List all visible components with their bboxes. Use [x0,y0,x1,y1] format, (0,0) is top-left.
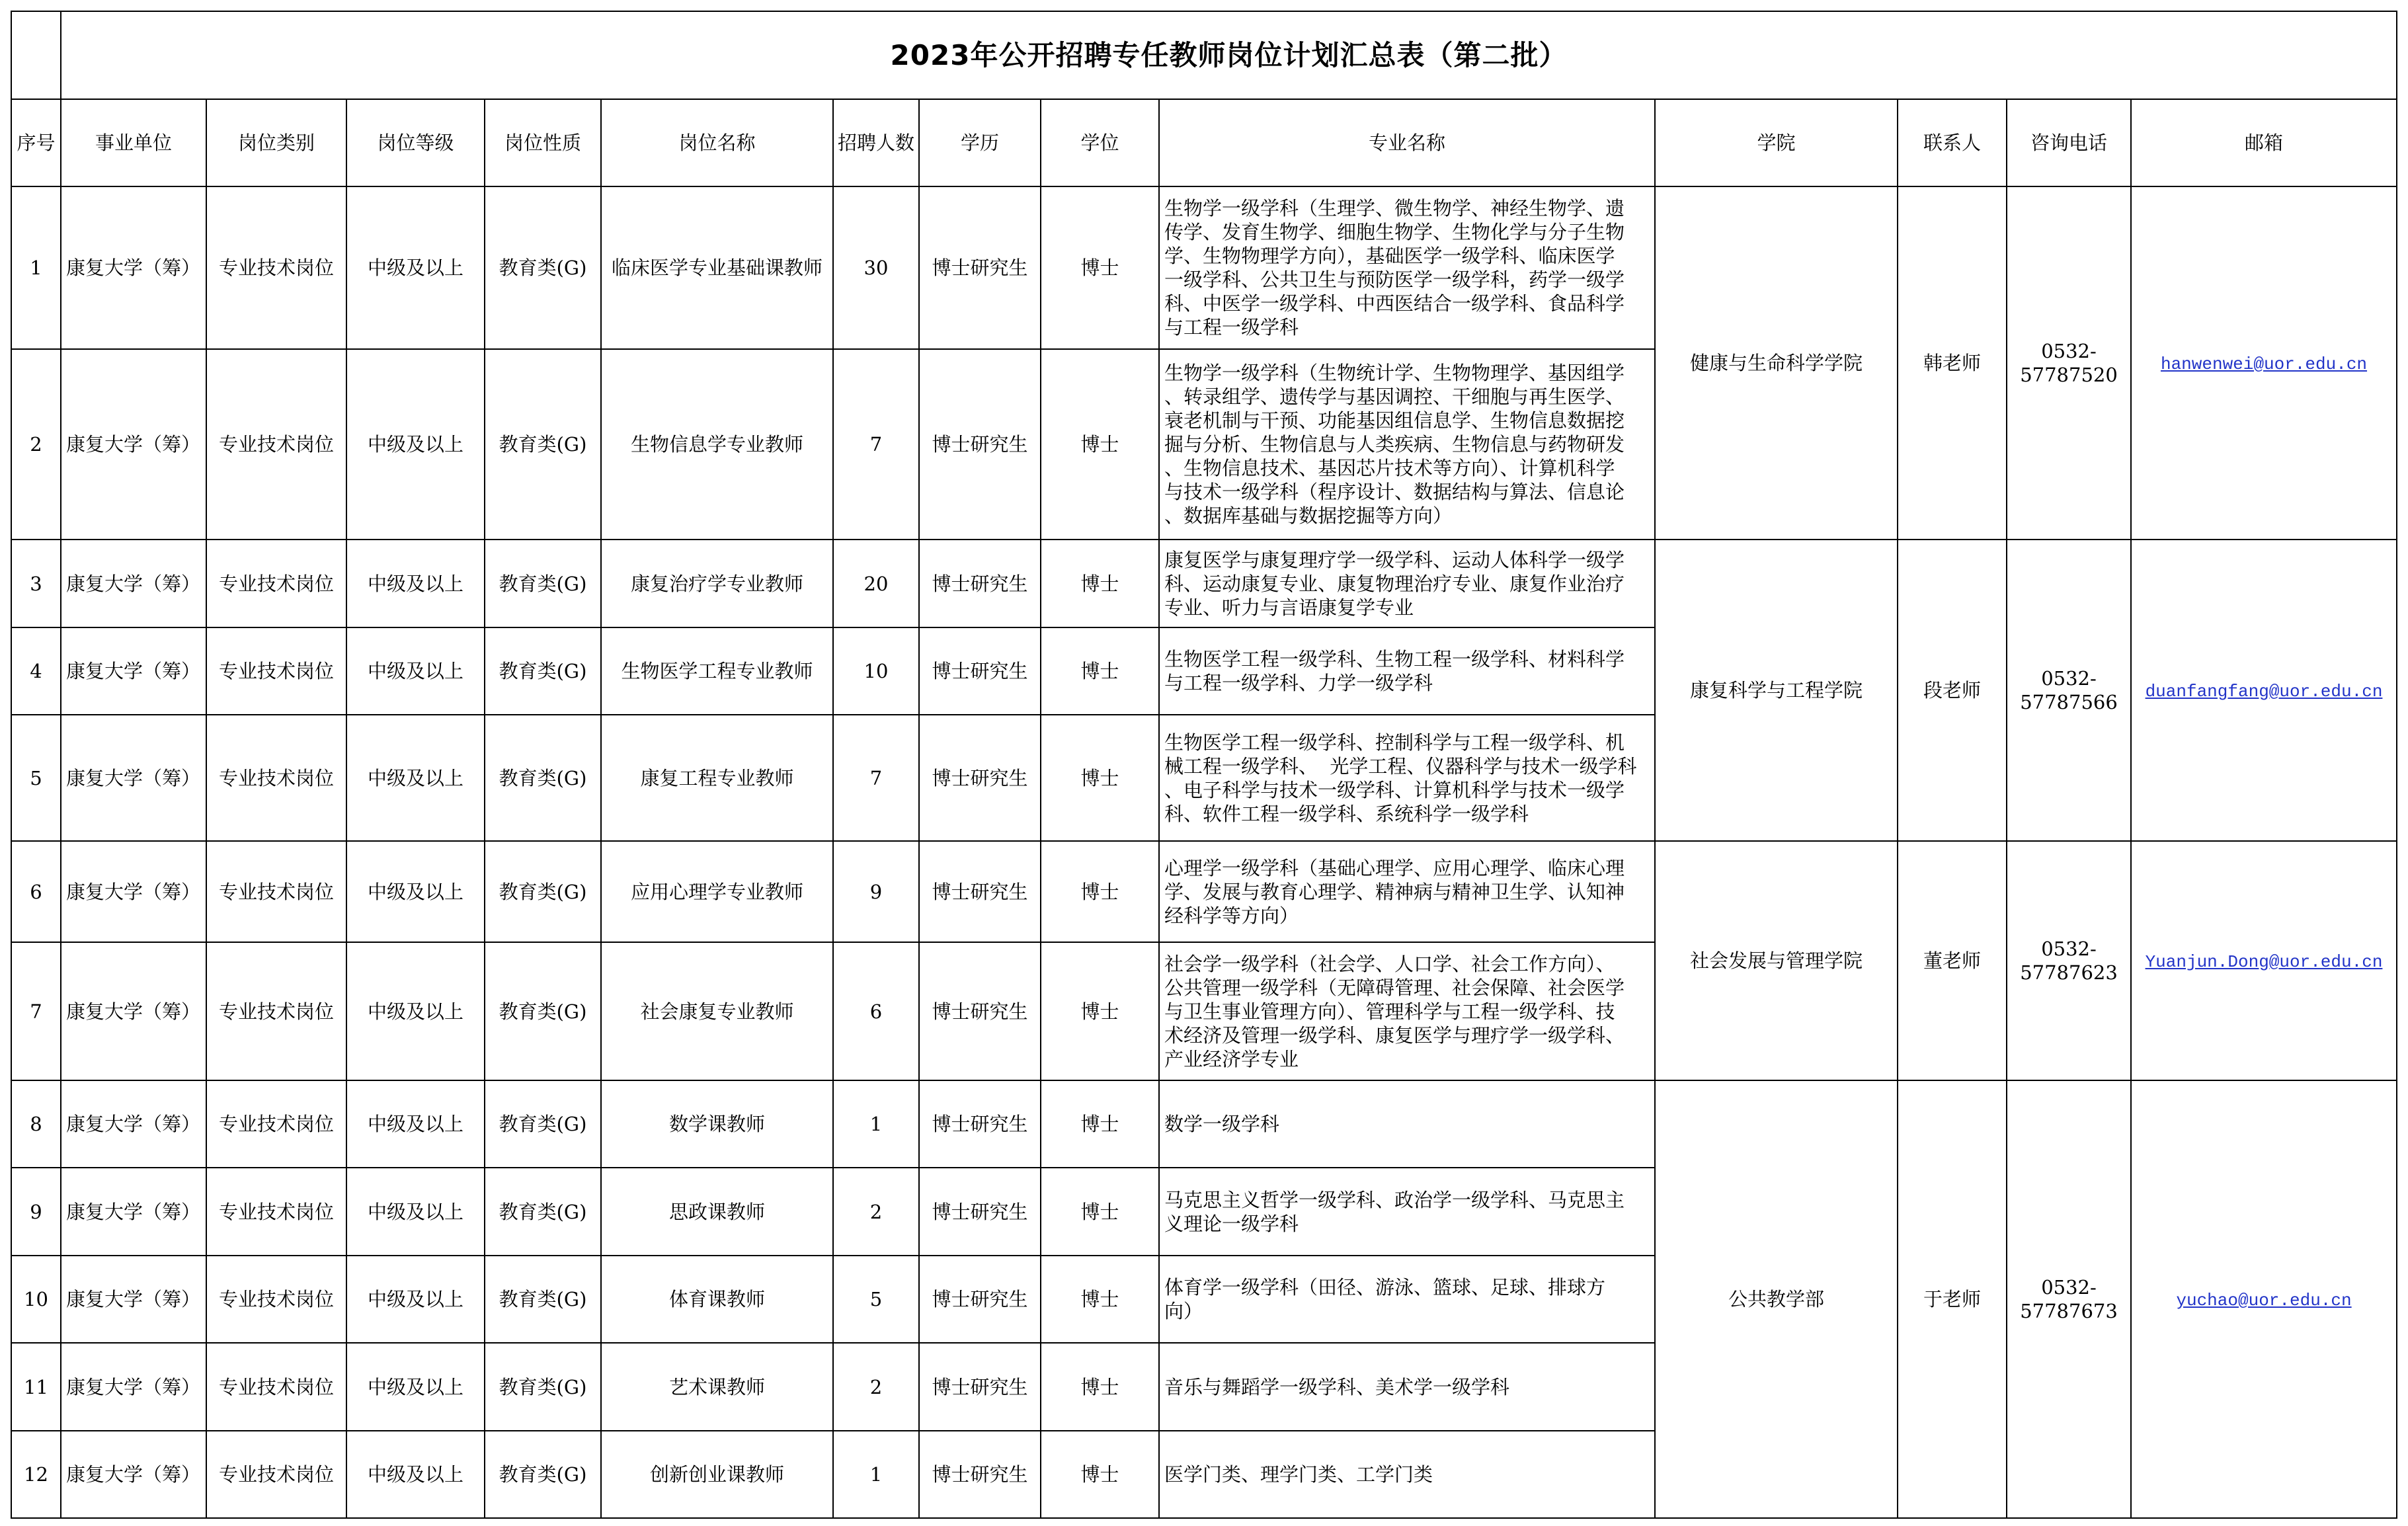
nature-cell: 教育类(G) [485,1168,601,1256]
level-cell: 中级及以上 [346,1343,485,1431]
major-line: 科、中医学一级学科、中西医结合一级学科、食品科学 [1164,292,1625,315]
major-cell [1159,715,1655,841]
major-line: 械工程一级学科、 光学工程、仪器科学与技术一级学科 [1164,754,1637,778]
table-body [11,186,2397,1518]
email-link[interactable]: hanwenwei@uor.edu.cn [2160,354,2368,374]
headcount-cell: 7 [833,715,919,841]
seq-cell: 2 [11,349,61,540]
major-line: 学、生物物理学方向），基础医学一级学科、临床医学 [1164,245,1615,267]
level-cell: 中级及以上 [346,942,485,1080]
education-cell: 博士研究生 [919,1431,1041,1518]
level-cell: 中级及以上 [346,627,485,715]
major-cell [1159,1080,1655,1168]
major-cell [1159,1168,1655,1256]
college-cell: 社会发展与管理学院 [1655,841,1898,1080]
degree-cell: 博士 [1041,186,1159,349]
unit-cell: 康复大学（筹） [61,1168,206,1256]
headcount-cell: 9 [833,841,919,942]
seq-cell: 9 [11,1168,61,1256]
college-cell: 公共教学部 [1655,1080,1898,1518]
major-line: 康复医学与康复理疗学一级学科、运动人体科学一级学 [1164,548,1625,571]
seq-cell: 6 [11,841,61,942]
unit-cell: 康复大学（筹） [61,540,206,627]
column-header-major: 专业名称 [1159,99,1655,186]
headcount-cell: 7 [833,349,919,540]
category-cell: 专业技术岗位 [206,942,346,1080]
level-cell: 中级及以上 [346,1168,485,1256]
major-line: 、数据库基础与数据挖掘等方向） [1164,504,1453,527]
category-cell: 专业技术岗位 [206,1431,346,1518]
major-line: 与工程一级学科、力学一级学科 [1164,672,1433,694]
major-line: 生物医学工程一级学科、控制科学与工程一级学科、机 [1164,731,1625,754]
unit-cell: 康复大学（筹） [61,841,206,942]
unit-cell: 康复大学（筹） [61,715,206,841]
email-cell [2131,1080,2397,1518]
degree-cell: 博士 [1041,1431,1159,1518]
major-line: 专业、听力与言语康复学专业 [1164,596,1414,619]
position-name-cell: 体育课教师 [601,1256,833,1343]
unit-cell: 康复大学（筹） [61,627,206,715]
column-header-position: 岗位名称 [601,99,833,186]
seq-cell: 10 [11,1256,61,1343]
education-cell: 博士研究生 [919,1080,1041,1168]
position-name-cell: 数学课教师 [601,1080,833,1168]
major-line: 马克思主义哲学一级学科、政治学一级学科、马克思主 [1164,1188,1625,1211]
college-cell: 康复科学与工程学院 [1655,540,1898,841]
nature-cell: 教育类(G) [485,349,601,540]
nature-cell: 教育类(G) [485,186,601,349]
unit-cell: 康复大学（筹） [61,186,206,349]
major-line: 体育学一级学科（田径、游泳、篮球、足球、排球方 [1164,1276,1606,1299]
nature-cell: 教育类(G) [485,1080,601,1168]
education-cell: 博士研究生 [919,1343,1041,1431]
position-name-cell: 思政课教师 [601,1168,833,1256]
position-name-cell: 生物信息学专业教师 [601,349,833,540]
seq-cell: 1 [11,186,61,349]
major-line: 向） [1164,1300,1203,1322]
position-name-cell: 创新创业课教师 [601,1431,833,1518]
major-line: 传学、发育生物学、细胞生物学、生物化学与分子生物 [1164,221,1625,243]
major-line: 社会学一级学科（社会学、人口学、社会工作方向）、 [1164,952,1615,975]
phone-cell [2007,540,2131,841]
column-header-level: 岗位等级 [346,99,485,186]
column-header-seq: 序号 [11,99,61,186]
degree-cell: 博士 [1041,540,1159,627]
phone-line: 0532- [2041,938,2097,960]
education-cell: 博士研究生 [919,841,1041,942]
seq-cell: 12 [11,1431,61,1518]
major-line: 生物学一级学科（生理学、微生物学、神经生物学、遗 [1164,197,1625,220]
phone-line: 0532- [2041,340,2097,362]
table-row [11,1080,2397,1168]
seq-cell: 11 [11,1343,61,1431]
unit-cell: 康复大学（筹） [61,1080,206,1168]
major-cell [1159,186,1655,349]
position-name-cell: 社会康复专业教师 [601,942,833,1080]
column-header-unit: 事业单位 [61,99,206,186]
column-header-college: 学院 [1655,99,1898,186]
email-cell [2131,186,2397,540]
corner-cell [11,11,61,99]
phone-line: 57787566 [2020,691,2118,713]
level-cell: 中级及以上 [346,1431,485,1518]
position-name-cell: 临床医学专业基础课教师 [601,186,833,349]
email-link[interactable]: Yuanjun.Dong@uor.edu.cn [2145,951,2383,972]
major-line: 掘与分析、生物信息与人类疾病、生物信息与药物研发 [1164,433,1625,456]
level-cell: 中级及以上 [346,540,485,627]
recruitment-plan-table [11,11,2397,1519]
unit-cell: 康复大学（筹） [61,1256,206,1343]
major-cell [1159,1256,1655,1343]
table-title: 2023年公开招聘专任教师岗位计划汇总表（第二批） [61,11,2397,99]
education-cell: 博士研究生 [919,1168,1041,1256]
position-name-cell: 应用心理学专业教师 [601,841,833,942]
major-line: 音乐与舞蹈学一级学科、美术学一级学科 [1164,1375,1510,1398]
column-header-category: 岗位类别 [206,99,346,186]
headcount-cell: 1 [833,1080,919,1168]
category-cell: 专业技术岗位 [206,715,346,841]
column-header-nature: 岗位性质 [485,99,601,186]
column-header-contact: 联系人 [1898,99,2007,186]
seq-cell: 4 [11,627,61,715]
degree-cell: 博士 [1041,1256,1159,1343]
nature-cell: 教育类(G) [485,540,601,627]
education-cell: 博士研究生 [919,186,1041,349]
education-cell: 博士研究生 [919,540,1041,627]
major-line: 科、运动康复专业、康复物理治疗专业、康复作业治疗 [1164,572,1625,595]
category-cell: 专业技术岗位 [206,1256,346,1343]
phone-line: 0532- [2041,1276,2097,1299]
major-cell [1159,627,1655,715]
nature-cell: 教育类(G) [485,841,601,942]
nature-cell: 教育类(G) [485,942,601,1080]
nature-cell: 教育类(G) [485,715,601,841]
seq-cell: 8 [11,1080,61,1168]
unit-cell: 康复大学（筹） [61,942,206,1080]
degree-cell: 博士 [1041,349,1159,540]
major-line: 科、软件工程一级学科、系统科学一级学科 [1164,802,1529,825]
nature-cell: 教育类(G) [485,627,601,715]
phone-line: 57787673 [2020,1300,2118,1322]
contact-cell: 段老师 [1898,540,2007,841]
level-cell: 中级及以上 [346,841,485,942]
table-row [11,540,2397,627]
major-cell [1159,1431,1655,1518]
major-cell [1159,540,1655,627]
major-cell [1159,942,1655,1080]
major-line: 与工程一级学科 [1164,316,1299,339]
headcount-cell: 2 [833,1168,919,1256]
headcount-cell: 6 [833,942,919,1080]
major-line: 一级学科、公共卫生与预防医学一级学科，药学一级学 [1164,268,1625,291]
phone-cell [2007,186,2131,540]
email-cell [2131,841,2397,1080]
degree-cell: 博士 [1041,942,1159,1080]
major-line: 与卫生事业管理方向）、管理科学与工程一级学科、技 [1164,1000,1615,1023]
college-cell: 健康与生命科学学院 [1655,186,1898,540]
contact-cell: 董老师 [1898,841,2007,1080]
degree-cell: 博士 [1041,715,1159,841]
column-header-education: 学历 [919,99,1041,186]
email-cell [2131,540,2397,841]
nature-cell: 教育类(G) [485,1431,601,1518]
education-cell: 博士研究生 [919,715,1041,841]
education-cell: 博士研究生 [919,627,1041,715]
phone-line: 57787623 [2020,961,2118,984]
contact-cell: 于老师 [1898,1080,2007,1518]
category-cell: 专业技术岗位 [206,841,346,942]
header-row [11,99,2397,186]
major-line: 生物学一级学科（生物统计学、生物物理学、基因组学 [1164,362,1625,384]
category-cell: 专业技术岗位 [206,627,346,715]
unit-cell: 康复大学（筹） [61,349,206,540]
seq-cell: 5 [11,715,61,841]
category-cell: 专业技术岗位 [206,1168,346,1256]
position-name-cell: 生物医学工程专业教师 [601,627,833,715]
nature-cell: 教育类(G) [485,1256,601,1343]
unit-cell: 康复大学（筹） [61,1343,206,1431]
headcount-cell: 20 [833,540,919,627]
degree-cell: 博士 [1041,627,1159,715]
major-line: 心理学一级学科（基础心理学、应用心理学、临床心理 [1164,856,1625,879]
major-line: 公共管理一级学科（无障碍管理、社会保障、社会医学 [1164,976,1625,999]
seq-cell: 7 [11,942,61,1080]
major-line: 义理论一级学科 [1164,1212,1299,1235]
degree-cell: 博士 [1041,841,1159,942]
level-cell: 中级及以上 [346,1080,485,1168]
education-cell: 博士研究生 [919,942,1041,1080]
degree-cell: 博士 [1041,1080,1159,1168]
major-line: 生物医学工程一级学科、生物工程一级学科、材料科学 [1164,648,1625,670]
major-line: 产业经济学专业 [1164,1047,1299,1070]
position-name-cell: 康复治疗学专业教师 [601,540,833,627]
degree-cell: 博士 [1041,1168,1159,1256]
email-link[interactable]: yuchao@uor.edu.cn [2176,1290,2352,1310]
seq-cell: 3 [11,540,61,627]
major-line: 、转录组学、遗传学与基因调控、干细胞与再生医学、 [1164,385,1625,408]
major-line: 、电子科学与技术一级学科、计算机科学与技术一级学 [1164,778,1625,801]
major-line: 术经济及管理一级学科、康复医学与理疗学一级学科、 [1164,1024,1625,1047]
phone-cell [2007,1080,2131,1518]
education-cell: 博士研究生 [919,349,1041,540]
table-row [11,841,2397,942]
title-row [11,11,2397,99]
major-line: 、生物信息技术、基因芯片技术等方向）、计算机科学 [1164,457,1615,479]
column-header-email: 邮箱 [2131,99,2397,186]
major-line: 经科学等方向） [1164,904,1299,927]
level-cell: 中级及以上 [346,1256,485,1343]
major-cell [1159,349,1655,540]
phone-line: 0532- [2041,667,2097,690]
level-cell: 中级及以上 [346,715,485,841]
nature-cell: 教育类(G) [485,1343,601,1431]
category-cell: 专业技术岗位 [206,186,346,349]
email-link[interactable]: duanfangfang@uor.edu.cn [2145,681,2383,702]
major-cell [1159,1343,1655,1431]
headcount-cell: 2 [833,1343,919,1431]
category-cell: 专业技术岗位 [206,349,346,540]
major-line: 与技术一级学科（程序设计、数据结构与算法、信息论 [1164,481,1625,503]
column-header-phone: 咨询电话 [2007,99,2131,186]
major-line: 衰老机制与干预、功能基因组信息学、生物信息数据挖 [1164,409,1625,432]
headcount-cell: 1 [833,1431,919,1518]
position-name-cell: 康复工程专业教师 [601,715,833,841]
major-line: 学、发展与教育心理学、精神病与精神卫生学、认知神 [1164,880,1625,903]
position-name-cell: 艺术课教师 [601,1343,833,1431]
category-cell: 专业技术岗位 [206,540,346,627]
level-cell: 中级及以上 [346,186,485,349]
major-line: 医学门类、理学门类、工学门类 [1164,1463,1433,1486]
education-cell: 博士研究生 [919,1256,1041,1343]
headcount-cell: 5 [833,1256,919,1343]
unit-cell: 康复大学（筹） [61,1431,206,1518]
degree-cell: 博士 [1041,1343,1159,1431]
category-cell: 专业技术岗位 [206,1343,346,1431]
column-header-degree: 学位 [1041,99,1159,186]
major-line: 数学一级学科 [1164,1113,1280,1135]
category-cell: 专业技术岗位 [206,1080,346,1168]
level-cell: 中级及以上 [346,349,485,540]
phone-cell [2007,841,2131,1080]
phone-line: 57787520 [2020,364,2118,386]
headcount-cell: 30 [833,186,919,349]
table-row [11,186,2397,349]
major-cell [1159,841,1655,942]
contact-cell: 韩老师 [1898,186,2007,540]
column-header-headcount: 招聘人数 [833,99,919,186]
headcount-cell: 10 [833,627,919,715]
